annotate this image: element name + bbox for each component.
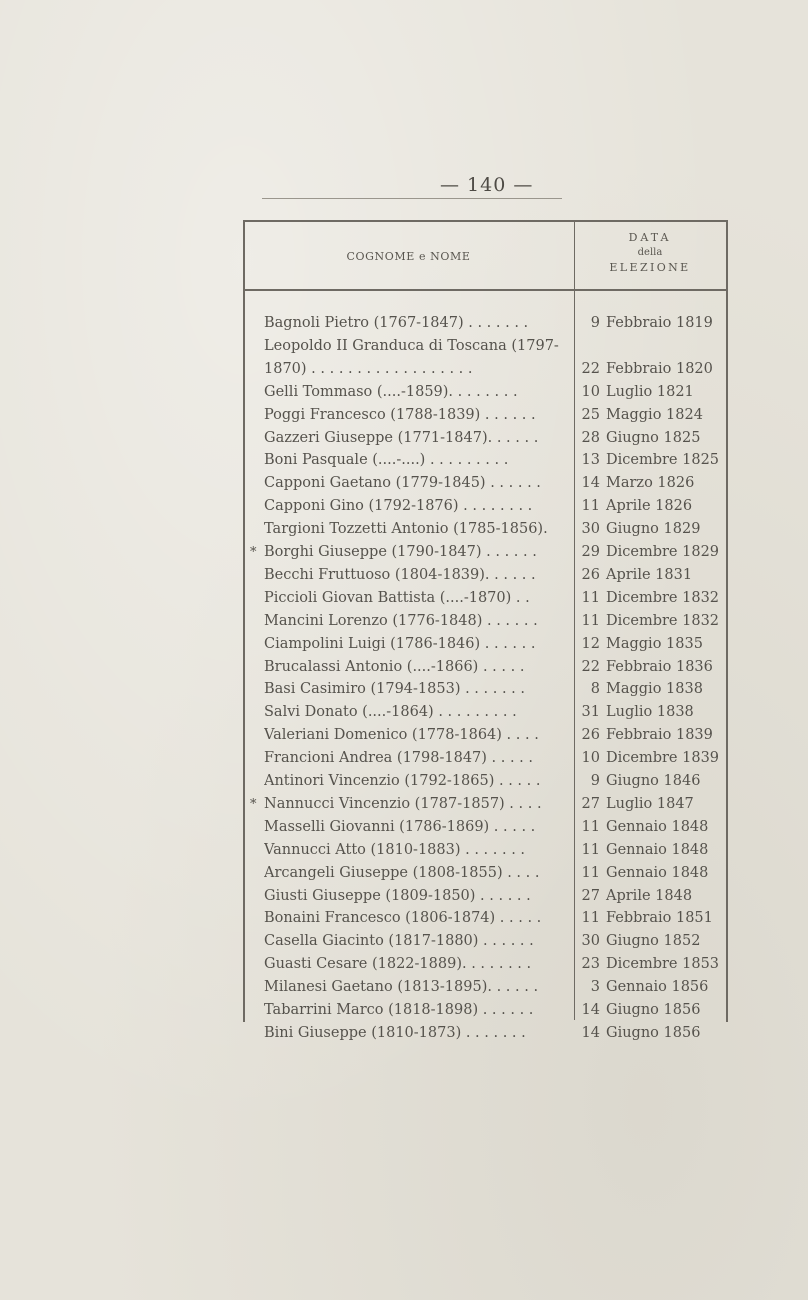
member-name: Leopoldo II Granduca di Toscana (1797- (264, 337, 559, 354)
election-date (578, 839, 722, 862)
election-date (578, 747, 722, 770)
election-day: 29 (581, 544, 600, 560)
member-name: Arcangeli Giuseppe (1808-1855) . . . . (264, 864, 540, 881)
table-row (0, 449, 808, 472)
row-mark: * (250, 545, 257, 560)
table-row (0, 885, 808, 908)
election-day: 31 (581, 704, 600, 721)
election-month-year: Maggio 1838 (606, 681, 703, 698)
election-month-year: Gennaio 1848 (606, 841, 709, 858)
table-row (0, 587, 808, 610)
election-month-year: Giugno 1846 (606, 773, 701, 789)
election-date (578, 1022, 722, 1045)
election-day: 22 (581, 360, 600, 377)
election-month-year: Dicembre 1832 (606, 612, 720, 629)
election-day: 9 (590, 315, 600, 331)
election-month-year: Dicembre 1829 (606, 544, 720, 560)
election-day: 30 (581, 521, 600, 538)
member-name: Vannucci Atto (1810-1883) . . . . . . . (264, 841, 526, 858)
election-date (578, 610, 722, 633)
election-date (578, 953, 722, 976)
election-month-year: Giugno 1825 (606, 429, 701, 446)
election-date (578, 678, 722, 701)
election-date (578, 633, 722, 656)
election-day: 3 (590, 979, 600, 996)
election-date (578, 335, 722, 358)
header-name-column: COGNOME e NOME (346, 250, 471, 263)
election-date (578, 701, 722, 724)
election-day: 13 (581, 452, 600, 469)
election-date (578, 885, 722, 908)
election-month-year: Maggio 1835 (606, 635, 703, 652)
member-name: Bonaini Francesco (1806-1874) . . . . . (264, 910, 542, 927)
election-month-year: Febbraio 1839 (606, 727, 713, 744)
election-day: 11 (581, 612, 600, 629)
election-month-year: Aprile 1831 (606, 566, 693, 583)
table-row (0, 335, 808, 358)
member-name: Tabarrini Marco (1818-1898) . . . . . . (264, 1002, 534, 1018)
election-day: 30 (581, 933, 600, 950)
election-day: 10 (581, 750, 600, 767)
election-day: 11 (581, 910, 600, 927)
member-name: Casella Giacinto (1817-1880) . . . . . . (264, 933, 534, 950)
election-month-year: Luglio 1847 (606, 795, 694, 812)
election-month-year: Aprile 1848 (606, 887, 693, 904)
election-day: 12 (581, 635, 600, 652)
header-separator (243, 289, 726, 291)
member-name: Nannucci Vincenzio (1787-1857) . . . . (264, 795, 542, 812)
member-name: Poggi Francesco (1788-1839) . . . . . . (264, 406, 536, 423)
election-month-year: Maggio 1824 (606, 406, 703, 423)
election-date (578, 656, 722, 679)
election-date (578, 381, 722, 404)
election-day: 25 (581, 406, 600, 423)
election-month-year: Giugno 1856 (606, 1024, 701, 1041)
header-date-line-1: DATA (628, 231, 672, 244)
table-row (0, 862, 808, 885)
election-date (578, 427, 722, 450)
election-day: 14 (581, 1024, 600, 1041)
table-row (0, 495, 808, 518)
election-date (578, 999, 722, 1022)
election-date (578, 976, 722, 999)
member-name: Boni Pasquale (....-....) . . . . . . . . . (264, 452, 509, 469)
election-date (578, 312, 722, 335)
member-name: Antinori Vincenzio (1792-1865) . . . . . (264, 773, 541, 789)
election-date (578, 862, 722, 885)
member-name: Gazzeri Giuseppe (1771-1847). . . . . . (264, 429, 539, 446)
member-name: Capponi Gino (1792-1876) . . . . . . . . (264, 498, 533, 515)
election-month-year: Dicembre 1832 (606, 589, 720, 606)
table-row (0, 976, 808, 999)
table-row (0, 770, 808, 793)
member-name: Capponi Gaetano (1779-1845) . . . . . . (264, 475, 541, 492)
table-row (0, 312, 808, 335)
member-name: Ciampolini Luigi (1786-1846) . . . . . . (264, 635, 536, 652)
election-date (578, 541, 722, 564)
member-name: Guasti Cesare (1822-1889). . . . . . . . (264, 956, 532, 973)
header-date-line-3: ELEZIONE (609, 261, 691, 274)
election-date (578, 495, 722, 518)
election-month-year: Gennaio 1856 (606, 979, 709, 996)
table-row (0, 839, 808, 862)
member-name: Milanesi Gaetano (1813-1895). . . . . . (264, 979, 539, 996)
election-day: 27 (581, 795, 600, 812)
member-name: Salvi Donato (....-1864) . . . . . . . . . (264, 704, 517, 721)
election-month-year: Luglio 1821 (606, 383, 694, 400)
table-row (0, 656, 808, 679)
member-name: Piccioli Giovan Battista (....-1870) . . (264, 589, 530, 606)
member-name: Gelli Tommaso (....-1859). . . . . . . . (264, 383, 518, 400)
table-row (0, 816, 808, 839)
election-day: 11 (581, 841, 600, 858)
election-day: 22 (581, 658, 600, 675)
table-row (0, 793, 808, 816)
election-date (578, 358, 722, 381)
election-month-year: Dicembre 1825 (606, 452, 720, 469)
election-day: 9 (590, 773, 600, 789)
election-month-year: Giugno 1852 (606, 933, 701, 950)
table-row (0, 427, 808, 450)
election-date (578, 724, 722, 747)
table-row (0, 747, 808, 770)
table-row (0, 518, 808, 541)
member-name: Brucalassi Antonio (....-1866) . . . . . (264, 658, 525, 675)
election-month-year: Marzo 1826 (606, 475, 695, 492)
election-month-year: Dicembre 1853 (606, 956, 720, 973)
election-date (578, 587, 722, 610)
member-name: Borghi Giuseppe (1790-1847) . . . . . . (264, 544, 537, 560)
table-row (0, 404, 808, 427)
election-date (578, 907, 722, 930)
election-month-year: Aprile 1826 (606, 498, 693, 515)
election-day: 8 (590, 681, 600, 698)
table-row (0, 541, 808, 564)
election-month-year: Febbraio 1851 (606, 910, 713, 927)
member-name: Becchi Fruttuoso (1804-1839). . . . . . (264, 566, 536, 583)
table-row (0, 358, 808, 381)
election-month-year: Dicembre 1839 (606, 750, 720, 767)
member-name: Giusti Giuseppe (1809-1850) . . . . . . (264, 887, 531, 904)
election-day: 14 (581, 1002, 600, 1018)
table-row (0, 1022, 808, 1045)
election-day: 11 (581, 864, 600, 881)
table-row (0, 610, 808, 633)
member-name: Masselli Giovanni (1786-1869) . . . . . (264, 818, 536, 835)
row-mark: * (250, 796, 257, 812)
election-month-year: Gennaio 1848 (606, 864, 709, 881)
election-day: 27 (581, 887, 600, 904)
table-row (0, 930, 808, 953)
table-row (0, 953, 808, 976)
election-date (578, 793, 722, 816)
election-date (578, 770, 722, 793)
member-name: Bini Giuseppe (1810-1873) . . . . . . . (264, 1024, 526, 1041)
table-row (0, 633, 808, 656)
table-row (0, 381, 808, 404)
election-month-year: Febbraio 1820 (606, 360, 713, 377)
election-month-year: Gennaio 1848 (606, 818, 709, 835)
election-day: 28 (581, 429, 600, 446)
table-row (0, 701, 808, 724)
election-date (578, 518, 722, 541)
election-day: 26 (581, 727, 600, 744)
election-month-year: Febbraio 1819 (606, 315, 713, 331)
header-date-line-2: della (637, 247, 663, 258)
header-date-column (576, 230, 724, 275)
election-date (578, 449, 722, 472)
election-day: 10 (581, 383, 600, 400)
table-row (0, 472, 808, 495)
page-number: — 140 — (440, 174, 534, 196)
election-day: 11 (581, 498, 600, 515)
election-date (578, 930, 722, 953)
election-date (578, 816, 722, 839)
election-month-year: Giugno 1856 (606, 1002, 701, 1018)
member-name: Francioni Andrea (1798-1847) . . . . . (264, 750, 534, 767)
member-name: Targioni Tozzetti Antonio (1785-1856). (264, 521, 548, 538)
member-name: Mancini Lorenzo (1776-1848) . . . . . . (264, 612, 538, 629)
election-day: 14 (581, 475, 600, 492)
table-row (0, 999, 808, 1022)
election-month-year: Luglio 1838 (606, 704, 694, 721)
member-name: Bagnoli Pietro (1767-1847) . . . . . . . (264, 315, 529, 331)
member-name: Basi Casimiro (1794-1853) . . . . . . . (264, 681, 526, 698)
table-row (0, 724, 808, 747)
election-date (578, 404, 722, 427)
election-day: 26 (581, 566, 600, 583)
member-name: 1870) . . . . . . . . . . . . . . . . . . (264, 360, 473, 377)
top-rule (262, 198, 562, 199)
election-date (578, 472, 722, 495)
election-day: 11 (581, 589, 600, 606)
election-date (578, 564, 722, 587)
election-day: 11 (581, 818, 600, 835)
table-row (0, 678, 808, 701)
member-name: Valeriani Domenico (1778-1864) . . . . (264, 727, 539, 744)
table-row (0, 564, 808, 587)
election-month-year: Febbraio 1836 (606, 658, 713, 675)
election-day: 23 (581, 956, 600, 973)
election-month-year: Giugno 1829 (606, 521, 701, 538)
table-row (0, 907, 808, 930)
